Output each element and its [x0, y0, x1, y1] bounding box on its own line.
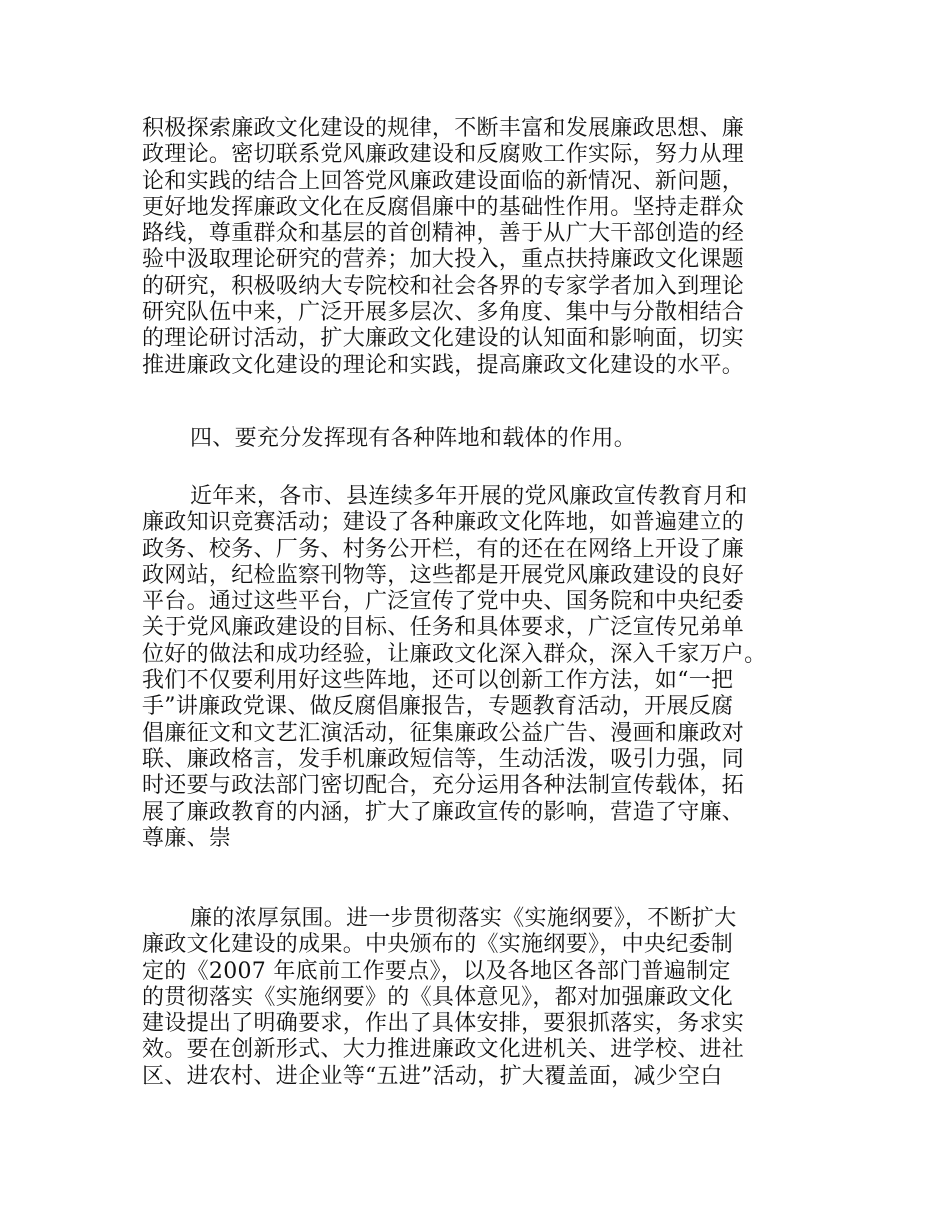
text-line: 关于党风廉政建设的目标、任务和具体要求，广泛宣传兄弟单 — [142, 615, 745, 641]
text-line: 近年来，各市、县连续多年开展的党风廉政宣传教育月和 — [190, 484, 748, 509]
text-line: 时还要与政法部门密切配合，充分运用各种法制宣传载体，拓 — [142, 773, 745, 799]
text-line: 政务、校务、厂务、村务公开栏，有的还在在网络上开设了廉 — [142, 536, 745, 562]
text-line: 推进廉政文化建设的理论和实践，提高廉政文化建设的水平。 — [142, 352, 745, 378]
text-line: 政网站，纪检监察刊物等，这些都是开展党风廉政建设的良好 — [142, 562, 745, 588]
text-line: 展了廉政教育的内涵，扩大了廉政宣传的影响，营造了守廉、 — [142, 799, 745, 825]
text-line: 建设提出了明确要求，作出了具体安排，要狠抓落实，务求实 — [142, 1011, 745, 1037]
text-line: 尊廉、崇 — [142, 825, 232, 851]
heading-text: 四、要充分发挥现有各种阵地和载体的作用。 — [190, 426, 637, 451]
paragraph-2 — [142, 484, 818, 852]
text-line: 区、进农村、进企业等“五进”活动，扩大覆盖面，减少空白 — [142, 1063, 723, 1089]
text-line: 政理论。密切联系党风廉政建设和反腐败工作实际，努力从理 — [142, 142, 745, 168]
text-line: 手”讲廉政党课、做反腐倡廉报告，专题教育活动，开展反腐 — [142, 694, 734, 720]
text-line: 平台。通过这些平台，广泛宣传了党中央、国务院和中央纪委 — [142, 589, 745, 615]
text-line: 定的《2007 年底前工作要点》，以及各地区各部门普遍制定 — [142, 958, 731, 984]
text-line: 更好地发挥廉政文化在反腐倡廉中的基础性作用。坚持走群众 — [142, 194, 745, 220]
section-heading — [142, 426, 818, 452]
text-line: 廉政文化建设的成果。中央颁布的《实施纲要》，中央纪委制 — [142, 932, 734, 958]
paragraph-1 — [142, 116, 818, 379]
text-line: 廉的浓厚氛围。进一步贯彻落实《实施纲要》，不断扩大 — [190, 906, 737, 931]
text-line: 积极探索廉政文化建设的规律，不断丰富和发展廉政思想、廉 — [142, 116, 745, 141]
text-line: 位好的做法和成功经验，让廉政文化深入群众，深入千家万户。 — [142, 641, 767, 667]
text-line: 验中汲取理论研究的营养；加大投入，重点扶持廉政文化课题 — [142, 247, 745, 273]
text-line: 的理论研讨活动，扩大廉政文化建设的认知面和影响面，切实 — [142, 326, 745, 352]
text-line: 的研究，积极吸纳大专院校和社会各界的专家学者加入到理论 — [142, 273, 745, 299]
paragraph-3 — [142, 906, 818, 1090]
text-line: 倡廉征文和文艺汇演活动，征集廉政公益广告、漫画和廉政对 — [142, 720, 745, 746]
text-line: 论和实践的结合上回答党风廉政建设面临的新情况、新问题， — [142, 168, 745, 194]
text-line: 研究队伍中来，广泛开展多层次、多角度、集中与分散相结合 — [142, 300, 745, 326]
text-line: 我们不仅要利用好这些阵地，还可以创新工作方法，如“一把 — [142, 668, 734, 694]
text-line: 廉政知识竞赛活动；建设了各种廉政文化阵地，如普遍建立的 — [142, 510, 745, 536]
text-line: 效。要在创新形式、大力推进廉政文化进机关、进学校、进社 — [142, 1037, 745, 1063]
text-line: 联、廉政格言，发手机廉政短信等，生动活泼，吸引力强，同 — [142, 746, 745, 772]
text-line: 的贯彻落实《实施纲要》的《具体意见》，都对加强廉政文化 — [142, 984, 734, 1010]
text-line: 路线，尊重群众和基层的首创精神，善于从广大干部创造的经 — [142, 221, 745, 247]
